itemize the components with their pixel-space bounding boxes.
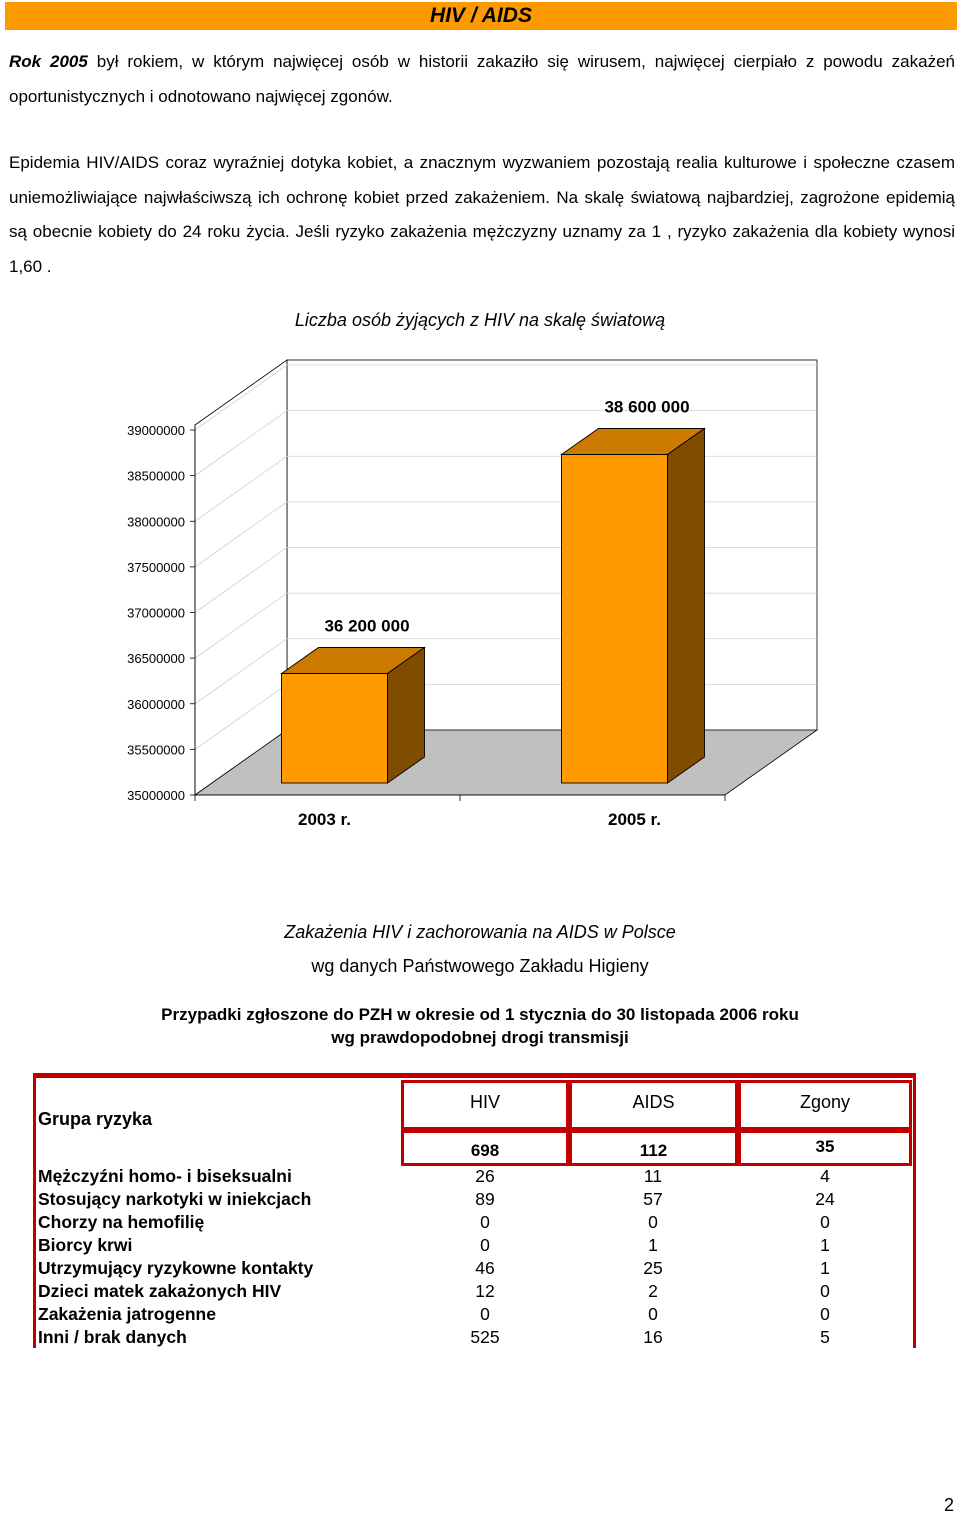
table-top-border [33,1073,916,1078]
chart-side-wall [195,360,287,795]
hiv-value: 89 [475,1189,495,1209]
bar-side [668,429,705,784]
y-tick-label: 35000000 [127,788,185,803]
table-row [33,1327,916,1350]
table-row [33,1235,916,1258]
hiv-value: 525 [470,1327,500,1347]
aids-value: 11 [643,1166,663,1186]
category-label: 2005 r. [608,810,661,829]
y-tick-label: 36500000 [127,651,185,667]
y-tick-label: 37000000 [127,605,185,621]
group-header: Grupa ryzyka [38,1109,153,1129]
deaths-value: 0 [820,1304,830,1324]
deaths-value: 0 [820,1281,830,1301]
y-tick-label: 35500000 [127,742,185,758]
column-header-aids: AIDS [632,1092,675,1112]
risk-group-label: Chorzy na hemofilię [38,1212,205,1232]
hiv-value: 26 [475,1166,495,1186]
total-zgony: 35 [815,1137,835,1156]
section-subtitle: wg danych Państwowego Zakładu Higieny [311,956,649,976]
section-note-line-1: Przypadki zgłoszone do PZH w okresie od 1 stycznia do 30 listopada 2006 roku [161,1005,799,1024]
deaths-value: 1 [820,1235,830,1255]
risk-group-label: Zakażenia jatrogenne [38,1304,216,1324]
table-row [33,1212,916,1235]
aids-value: 16 [643,1327,663,1347]
hiv-world-bar-chart [0,340,960,840]
aids-value: 1 [648,1235,658,1255]
y-tick-label: 38500000 [127,468,185,484]
table-row [33,1166,916,1189]
page-header [5,2,957,30]
deaths-value: 5 [820,1327,830,1347]
total-aids: 112 [639,1141,668,1160]
total-hiv: 698 [470,1141,500,1160]
intro-paragraph-2: Epidemia HIV/AIDS coraz wyraźniej dotyka kobiet, a znacznym wyzwaniem pozostają realia kulturowe i społeczne czasem uniemożliwiające najwłaściwszą ich ochronę kobiet przed zakażeniem. Na skalę światową najbardziej, zagrożone epidemią są obecnie kobiety do 24 roku życia. Jeśli ryzyko zakażenia mężczyzny uznamy za 1 , ryzyko zakażenia dla kobiety wynosi 1,60 . [9,153,955,276]
section-note-line-2: wg prawdopodobnej drogi transmisji [331,1028,629,1047]
table-row [33,1189,916,1212]
chart-title: Liczba osób żyjących z HIV na skalę światową [294,310,666,330]
hiv-value: 0 [480,1235,490,1255]
risk-group-label: Biorcy krwi [38,1235,133,1255]
y-tick-label: 38000000 [127,514,185,530]
y-tick-label: 36000000 [127,696,185,712]
aids-value: 0 [648,1304,658,1324]
column-header-zgony: Zgony [799,1092,851,1112]
aids-value: 2 [648,1281,658,1301]
deaths-value: 4 [820,1166,830,1186]
hiv-value: 0 [480,1304,490,1324]
deaths-value: 0 [820,1212,830,1232]
section-title: Zakażenia HIV i zachorowania na AIDS w Polsce [284,922,676,942]
intro-year-lead: Rok 2005 [9,52,88,71]
transmission-table [33,1073,916,1348]
table-row [33,1258,916,1281]
table-row [33,1281,916,1304]
risk-group-label: Stosujący narkotyki w iniekcjach [38,1189,312,1209]
data-label: 36 200 000 [324,616,410,636]
hiv-value: 12 [475,1281,495,1301]
risk-group-label: Inni / brak danych [38,1327,187,1347]
data-label: 38 600 000 [604,397,690,417]
page-number: 2 [943,1495,954,1515]
deaths-value: 1 [820,1258,830,1278]
bar-front [282,674,388,784]
y-tick-label: 39000000 [127,423,185,438]
category-label: 2003 r. [298,810,351,829]
intro-paragraph-1-text: był rokiem, w którym najwięcej osób w historii zakaziło się wirusem, najwięcej cierpiało z powodu zakażeń oportunistycznych i odnotowano najwięcej zgonów. [9,52,955,106]
deaths-value: 24 [815,1189,835,1209]
aids-value: 25 [643,1258,663,1278]
risk-group-label: Utrzymujący ryzykowne kontakty [38,1258,314,1278]
page-title: HIV / AIDS [430,4,532,27]
intro-paragraph-1 [9,45,955,114]
hiv-value: 0 [480,1212,490,1232]
hiv-value: 46 [475,1258,495,1278]
risk-group-label: Dzieci matek zakażonych HIV [38,1281,282,1301]
y-tick-label: 37500000 [127,559,185,575]
table-row [33,1304,916,1327]
column-header-hiv: HIV [469,1092,500,1112]
aids-value: 0 [648,1212,658,1232]
risk-group-label: Mężczyźni homo- i biseksualni [38,1166,292,1186]
section-note [0,1003,960,1049]
aids-value: 57 [643,1189,663,1209]
bar-front [562,455,668,784]
